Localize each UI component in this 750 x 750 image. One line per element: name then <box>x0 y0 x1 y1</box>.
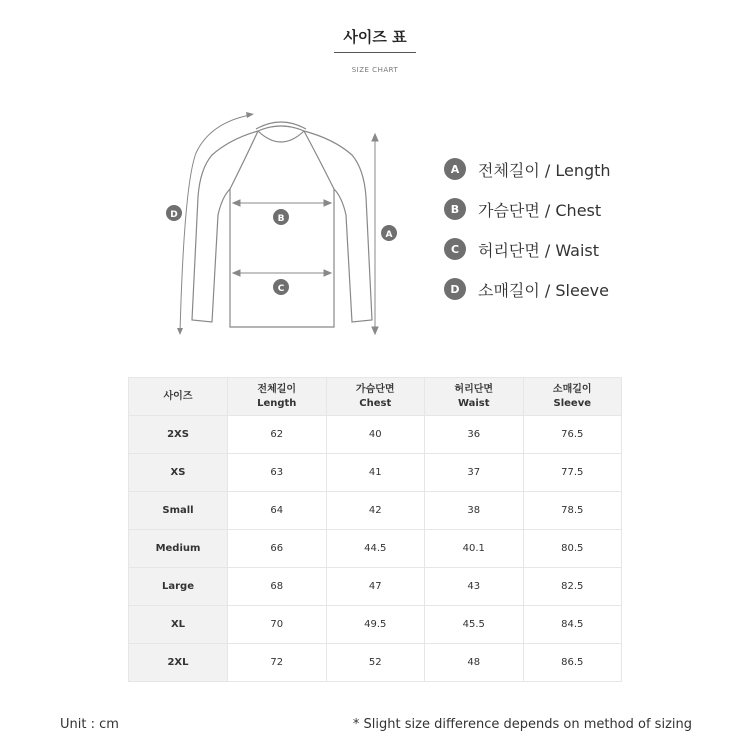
cell-length: 62 <box>228 416 327 454</box>
header-sleeve: 소매길이 Sleeve <box>523 378 622 416</box>
header-chest: 가슴단면 Chest <box>326 378 425 416</box>
row-size-label: Medium <box>129 530 228 568</box>
shirt-outline <box>192 131 372 327</box>
legend-label: 전체길이 / Length <box>478 160 611 180</box>
svg-text:C: C <box>277 284 285 294</box>
sizing-disclaimer: * Slight size difference depends on method of sizing <box>352 717 692 732</box>
table-row <box>129 454 622 492</box>
unit-note: Unit : cm <box>60 717 119 732</box>
cell-waist: 37 <box>425 454 524 492</box>
cell-chest: 49.5 <box>326 606 425 644</box>
neckline <box>258 126 304 142</box>
page-title: 사이즈 표 <box>343 28 407 46</box>
cell-sleeve: 80.5 <box>523 530 622 568</box>
cell-length: 64 <box>228 492 327 530</box>
cell-waist: 48 <box>425 644 524 682</box>
title-divider <box>334 52 416 53</box>
cell-waist: 36 <box>425 416 524 454</box>
svg-text:D: D <box>170 210 178 220</box>
header-size: 사이즈 <box>129 378 228 416</box>
cell-length: 68 <box>228 568 327 606</box>
marker-badge: C <box>444 238 466 260</box>
row-size-label: XL <box>129 606 228 644</box>
marker-badge: A <box>444 158 466 180</box>
row-size-label: XS <box>129 454 228 492</box>
cell-sleeve: 77.5 <box>523 454 622 492</box>
table-row <box>129 568 622 606</box>
cell-sleeve: 84.5 <box>523 606 622 644</box>
cell-chest: 47 <box>326 568 425 606</box>
svg-text:B: B <box>277 214 285 224</box>
cell-chest: 44.5 <box>326 530 425 568</box>
cell-chest: 41 <box>326 454 425 492</box>
cell-waist: 40.1 <box>425 530 524 568</box>
legend-label: 소매길이 / Sleeve <box>478 280 609 300</box>
measurement-legend <box>444 158 611 318</box>
table-row <box>129 530 622 568</box>
table-row <box>129 416 622 454</box>
cell-waist: 38 <box>425 492 524 530</box>
cell-length: 63 <box>228 454 327 492</box>
table-row <box>129 644 622 682</box>
cell-chest: 42 <box>326 492 425 530</box>
svg-text:A: A <box>385 230 393 240</box>
cell-sleeve: 82.5 <box>523 568 622 606</box>
legend-label: 허리단면 / Waist <box>478 240 600 260</box>
cell-length: 66 <box>228 530 327 568</box>
table-header-row <box>129 378 622 416</box>
garment-diagram <box>160 105 410 345</box>
marker-badge: D <box>444 278 466 300</box>
legend-item-length <box>444 158 611 180</box>
marker-d <box>166 205 182 221</box>
marker-c <box>273 279 289 295</box>
row-size-label: 2XS <box>129 416 228 454</box>
cell-length: 72 <box>228 644 327 682</box>
legend-item-sleeve <box>444 278 611 300</box>
legend-item-chest <box>444 198 611 220</box>
row-size-label: Large <box>129 568 228 606</box>
cell-waist: 43 <box>425 568 524 606</box>
cell-sleeve: 86.5 <box>523 644 622 682</box>
legend-item-waist <box>444 238 611 260</box>
cell-sleeve: 78.5 <box>523 492 622 530</box>
cell-sleeve: 76.5 <box>523 416 622 454</box>
table-row <box>129 492 622 530</box>
header-length: 전체길이 Length <box>228 378 327 416</box>
cell-waist: 45.5 <box>425 606 524 644</box>
cell-chest: 40 <box>326 416 425 454</box>
page-subtitle: SIZE CHART <box>351 66 399 74</box>
size-table <box>128 377 622 682</box>
legend-label: 가슴단면 / Chest <box>478 200 602 220</box>
marker-a <box>381 225 397 241</box>
header-waist: 허리단면 Waist <box>425 378 524 416</box>
table-row <box>129 606 622 644</box>
marker-b <box>273 209 289 225</box>
cell-chest: 52 <box>326 644 425 682</box>
row-size-label: 2XL <box>129 644 228 682</box>
row-size-label: Small <box>129 492 228 530</box>
cell-length: 70 <box>228 606 327 644</box>
marker-badge: B <box>444 198 466 220</box>
